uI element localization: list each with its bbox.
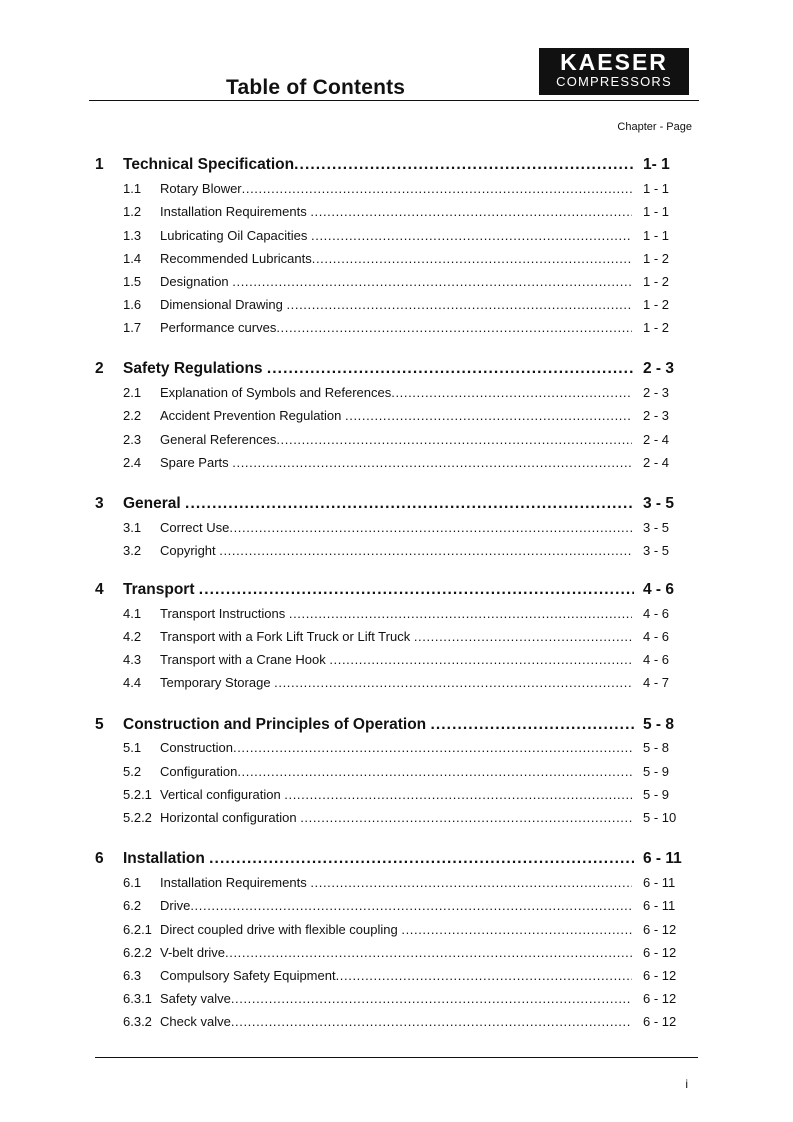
- toc-entry-title: Rotary Blower .....: [160, 180, 632, 198]
- toc-entry-title: Construction and Principles of Operation .....: [123, 715, 634, 735]
- chapter-page-heading: Chapter - Page: [617, 121, 692, 133]
- toc-section-entry[interactable]: [0, 921, 793, 939]
- toc-entry-number: 3.1: [123, 520, 142, 535]
- toc-entry-title: Transport .....: [123, 580, 634, 600]
- toc-entry-page: 1 - 1: [643, 204, 670, 219]
- toc-entry-number: 5.2.1: [123, 787, 152, 802]
- toc-section-entry[interactable]: [0, 739, 793, 757]
- toc-entry-title: General .....: [123, 494, 634, 514]
- toc-chapter-entry[interactable]: [0, 849, 793, 869]
- toc-entry-page: 6 - 12: [643, 991, 677, 1006]
- toc-entry-page: 5 - 8: [643, 716, 675, 733]
- toc-entry-title: Configuration .....: [160, 763, 632, 781]
- toc-section-entry[interactable]: [0, 227, 793, 245]
- toc-entry-title: Transport Instructions .....: [160, 605, 632, 623]
- toc-entry-title: Transport with a Fork Lift Truck or Lift Truck .....: [160, 628, 632, 646]
- toc-section-entry[interactable]: [0, 203, 793, 221]
- toc-entry-page: 5 - 9: [643, 764, 670, 779]
- page-title: Table of Contents: [226, 76, 406, 99]
- toc-section-entry[interactable]: [0, 407, 793, 425]
- toc-entry-title: Accident Prevention Regulation .....: [160, 407, 632, 425]
- toc-section-entry[interactable]: [0, 990, 793, 1008]
- toc-entry-page: 5 - 8: [643, 740, 670, 755]
- toc-entry-title: Compulsory Safety Equipment .....: [160, 967, 632, 985]
- toc-entry-title: Installation .....: [123, 849, 634, 869]
- toc-entry-page: 6 - 12: [643, 922, 677, 937]
- toc-entry-number: 1.6: [123, 297, 142, 312]
- toc-entry-page: 2 - 3: [643, 360, 675, 377]
- toc-entry-title: Lubricating Oil Capacities .....: [160, 227, 632, 245]
- toc-entry-title: Explanation of Symbols and References .....: [160, 384, 632, 402]
- toc-section-entry[interactable]: [0, 605, 793, 623]
- toc-entry-page: 5 - 9: [643, 787, 670, 802]
- toc-entry-page: 3 - 5: [643, 495, 675, 512]
- toc-entry-page: 1 - 2: [643, 274, 670, 289]
- toc-entry-title: Spare Parts .....: [160, 454, 632, 472]
- toc-entry-number: 5.2: [123, 764, 142, 779]
- toc-section-entry[interactable]: [0, 319, 793, 337]
- toc-entry-title: Vertical configuration .....: [160, 786, 632, 804]
- toc-section-entry[interactable]: [0, 519, 793, 537]
- toc-entry-number: 2.4: [123, 455, 142, 470]
- toc-chapter-entry[interactable]: [0, 359, 793, 379]
- toc-entry-number: 2.1: [123, 385, 142, 400]
- toc-entry-title: Drive .....: [160, 897, 632, 915]
- toc-entry-number: 4.3: [123, 652, 142, 667]
- toc-section-entry[interactable]: [0, 250, 793, 268]
- footer-rule: [95, 1057, 698, 1058]
- toc-entry-number: 1.2: [123, 204, 142, 219]
- toc-section-entry[interactable]: [0, 542, 793, 560]
- toc-entry-number: 1.4: [123, 251, 142, 266]
- toc-entry-number: 5: [95, 716, 104, 733]
- logo-sub-text: COMPRESSORS: [556, 74, 672, 89]
- toc-entry-title: Safety valve .....: [160, 990, 632, 1008]
- toc-chapter-entry[interactable]: [0, 494, 793, 514]
- toc-entry-number: 4.4: [123, 675, 142, 690]
- toc-section-entry[interactable]: [0, 809, 793, 827]
- toc-entry-page: 6 - 11: [643, 875, 676, 890]
- toc-entry-page: 6 - 12: [643, 968, 677, 983]
- toc-section-entry[interactable]: [0, 651, 793, 669]
- toc-entry-number: 6.3.2: [123, 1014, 152, 1029]
- toc-entry-number: 3: [95, 495, 104, 512]
- toc-entry-number: 5.2.2: [123, 810, 152, 825]
- toc-entry-page: 6 - 11: [643, 850, 682, 867]
- logo-brand-text: KAESER: [560, 49, 668, 75]
- toc-entry-title: Safety Regulations .....: [123, 359, 634, 379]
- toc-entry-page: 4 - 6: [643, 606, 670, 621]
- toc-entry-title: Check valve .....: [160, 1013, 632, 1031]
- toc-section-entry[interactable]: [0, 763, 793, 781]
- toc-section-entry[interactable]: [0, 944, 793, 962]
- toc-section-entry[interactable]: [0, 897, 793, 915]
- toc-entry-page: 1 - 2: [643, 320, 670, 335]
- toc-entry-title: Installation Requirements .....: [160, 203, 632, 221]
- toc-entry-page: 2 - 4: [643, 455, 670, 470]
- toc-entry-page: 6 - 12: [643, 1014, 677, 1029]
- toc-section-entry[interactable]: [0, 273, 793, 291]
- toc-entry-number: 6.3.1: [123, 991, 152, 1006]
- toc-entry-title: Transport with a Crane Hook .....: [160, 651, 632, 669]
- toc-entry-title: Horizontal configuration .....: [160, 809, 632, 827]
- toc-entry-page: 6 - 12: [643, 945, 677, 960]
- toc-entry-number: 6.1: [123, 875, 142, 890]
- toc-entry-number: 4.2: [123, 629, 142, 644]
- toc-entry-number: 1.3: [123, 228, 142, 243]
- toc-entry-title: Installation Requirements .....: [160, 874, 632, 892]
- toc-entry-page: 5 - 10: [643, 810, 677, 825]
- toc-entry-page: 4 - 6: [643, 629, 670, 644]
- toc-chapter-entry[interactable]: [0, 155, 793, 175]
- toc-entry-number: 2: [95, 360, 104, 377]
- toc-entry-number: 6.3: [123, 968, 142, 983]
- toc-entry-number: 6: [95, 850, 104, 867]
- toc-entry-title: Construction .....: [160, 739, 632, 757]
- toc-entry-number: 1: [95, 156, 104, 173]
- toc-section-entry[interactable]: [0, 786, 793, 804]
- toc-entry-title: Recommended Lubricants .....: [160, 250, 632, 268]
- toc-chapter-entry[interactable]: [0, 715, 793, 735]
- toc-entry-page: 1 - 1: [643, 228, 670, 243]
- toc-section-entry[interactable]: [0, 454, 793, 472]
- toc-entry-title: V-belt drive .....: [160, 944, 632, 962]
- toc-entry-page: 1- 1: [643, 156, 670, 173]
- toc-entry-page: 3 - 5: [643, 543, 670, 558]
- page-number: i: [685, 1077, 688, 1091]
- toc-entry-title: Dimensional Drawing .....: [160, 296, 632, 314]
- toc-entry-number: 4.1: [123, 606, 142, 621]
- toc-entry-title: Copyright .....: [160, 542, 632, 560]
- toc-entry-title: Designation .....: [160, 273, 632, 291]
- toc-section-entry[interactable]: [0, 431, 793, 449]
- toc-entry-page: 1 - 2: [643, 251, 670, 266]
- toc-entry-title: Direct coupled drive with flexible coupling .....: [160, 921, 632, 939]
- header-rule: [89, 100, 699, 101]
- toc-entry-number: 4: [95, 581, 104, 598]
- toc-entry-page: 6 - 11: [643, 898, 676, 913]
- toc-section-entry[interactable]: [0, 384, 793, 402]
- toc-entry-number: 1.1: [123, 181, 142, 196]
- toc-entry-number: 5.1: [123, 740, 142, 755]
- toc-entry-number: 3.2: [123, 543, 142, 558]
- toc-entry-page: 3 - 5: [643, 520, 670, 535]
- toc-entry-number: 1.7: [123, 320, 142, 335]
- toc-entry-title: General References .....: [160, 431, 632, 449]
- toc-entry-number: 6.2.2: [123, 945, 152, 960]
- toc-section-entry[interactable]: [0, 628, 793, 646]
- kaeser-logo: [539, 48, 689, 95]
- toc-entry-page: 4 - 7: [643, 675, 670, 690]
- toc-section-entry[interactable]: [0, 180, 793, 198]
- toc-entry-title: Temporary Storage .....: [160, 674, 632, 692]
- toc-entry-page: 1 - 2: [643, 297, 670, 312]
- toc-section-entry[interactable]: [0, 967, 793, 985]
- toc-entry-title: Technical Specification .....: [123, 155, 634, 175]
- toc-section-entry[interactable]: [0, 1013, 793, 1031]
- toc-section-entry[interactable]: [0, 296, 793, 314]
- toc-chapter-entry[interactable]: [0, 580, 793, 600]
- toc-section-entry[interactable]: [0, 874, 793, 892]
- toc-section-entry[interactable]: [0, 674, 793, 692]
- toc-entry-title: Performance curves .....: [160, 319, 632, 337]
- toc-entry-page: 4 - 6: [643, 652, 670, 667]
- toc-entry-page: 2 - 3: [643, 408, 670, 423]
- toc-entry-number: 2.3: [123, 432, 142, 447]
- toc-entry-number: 2.2: [123, 408, 142, 423]
- toc-entry-number: 1.5: [123, 274, 142, 289]
- toc-entry-title: Correct Use .....: [160, 519, 632, 537]
- toc-entry-page: 2 - 4: [643, 432, 670, 447]
- toc-entry-page: 4 - 6: [643, 581, 675, 598]
- toc-entry-page: 1 - 1: [643, 181, 670, 196]
- toc-entry-number: 6.2.1: [123, 922, 152, 937]
- toc-entry-number: 6.2: [123, 898, 142, 913]
- toc-entry-page: 2 - 3: [643, 385, 670, 400]
